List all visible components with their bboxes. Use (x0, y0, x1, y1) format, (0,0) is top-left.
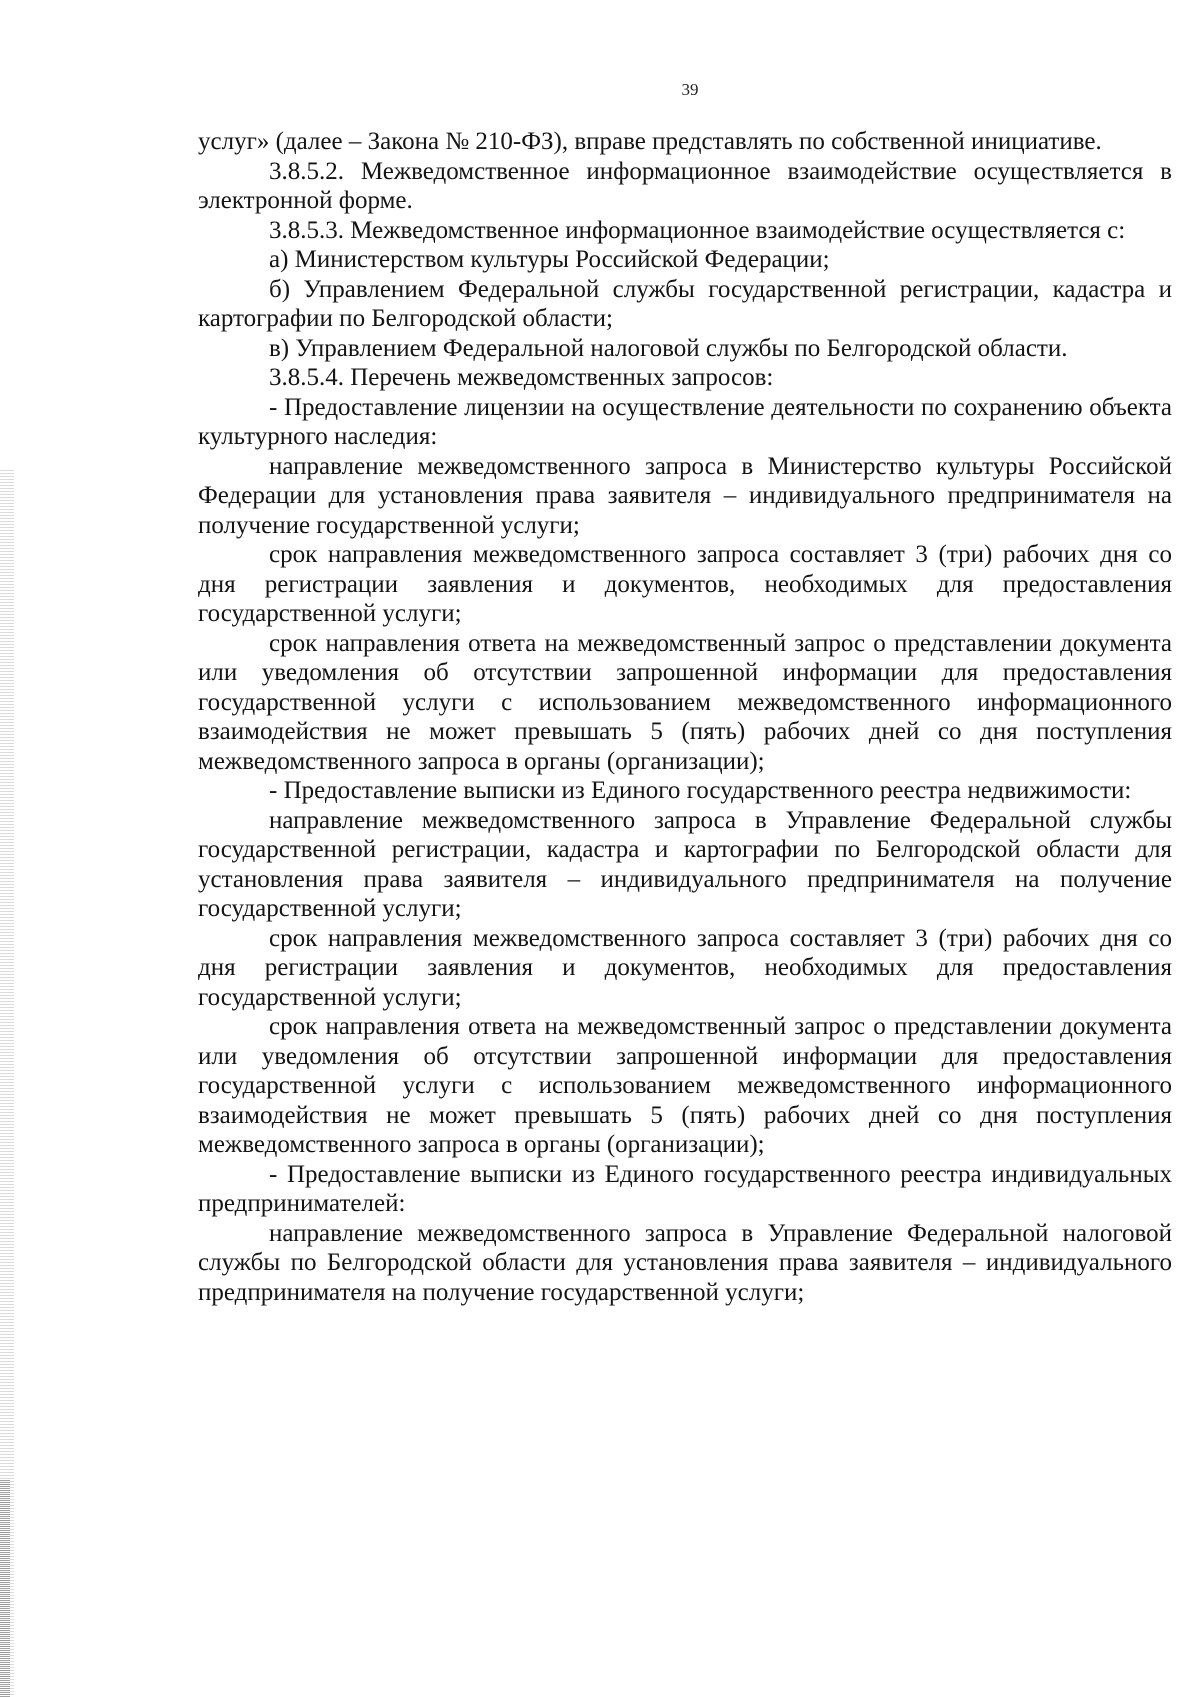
list-item-a: а) Министерством культуры Российской Федерации; (269, 246, 830, 273)
list-item-v: в) Управлением Федеральной налоговой службы по Белгородской области. (269, 334, 1068, 362)
request-heading-entrepreneur-registry: - Предоставление выписки из Единого государственного реестра индивидуальных предпринимателей: (198, 1160, 1172, 1217)
paragraph-clause-3-8-5-2: 3.8.5.2. Межведомственное информационное взаимодействие осуществляется в электронной форме. (198, 157, 1172, 214)
document-body (198, 127, 1172, 1307)
paragraph-clause-3-8-5-4: 3.8.5.4. Перечень межведомственных запросов: (269, 364, 774, 391)
paragraph-response-deadline: срок направления ответа на межведомственный запрос о представлении документа или уведомления об отсутствии запрошенной информации для предоставления государственной услуги с использованием межведомственного информационного взаимодействия не может превышать 5 (пять) рабочих дней со дня поступления межведомственного запроса в органы (организации); (198, 1013, 1172, 1158)
paragraph-clause-3-8-5-3: 3.8.5.3. Межведомственное информационное взаимодействие осуществляется с: (269, 216, 1126, 244)
paragraph-request-deadline: срок направления межведомственного запроса составляет 3 (три) рабочих дня со дня регистрации заявления и документов, необходимых для предоставления государственной услуги; (198, 541, 1172, 627)
paragraph-request-direction: направление межведомственного запроса в Министерство культуры Российской Федерации для установления права заявителя – индивидуального предпринимателя на получение государственной услуги; (198, 452, 1172, 539)
paragraph-response-deadline: срок направления ответа на межведомственный запрос о представлении документа или уведомления об отсутствии запрошенной информации для предоставления государственной услуги с использованием межведомственного информационного взаимодействия не может превышать 5 (пять) рабочих дней со дня поступления межведомственного запроса в органы (организации); (198, 629, 1172, 775)
paragraph-request-direction: направление межведомственного запроса в Управление Федеральной службы государственной регистрации, кадастра и картографии по Белгородской области для установления права заявителя – индивидуального предпринимателя на получение государственной услуги; (198, 806, 1172, 922)
request-heading-property-registry: - Предоставление выписки из Единого государственного реестра недвижимости: (269, 777, 1132, 804)
paragraph-request-direction: направление межведомственного запроса в Управление Федеральной налоговой службы по Белгородской области для установления права заявителя – индивидуального предпринимателя на получение государственной услуги; (198, 1219, 1172, 1306)
paragraph-continuation: услуг» (далее – Закона № 210-ФЗ), вправе представлять по собственной инициативе. (198, 128, 1102, 155)
scan-edge-artifact-dark (0, 1480, 10, 1697)
paragraph-request-deadline: срок направления межведомственного запроса составляет 3 (три) рабочих дня со дня регистрации заявления и документов, необходимых для предоставления государственной услуги; (198, 924, 1172, 1011)
request-heading-license: - Предоставление лицензии на осуществление деятельности по сохранению объекта культурного наследия: (198, 393, 1172, 450)
page-number: 39 (681, 80, 699, 99)
list-item-b: б) Управлением Федеральной службы государственной регистрации, кадастра и картографии по Белгородской области; (198, 275, 1172, 332)
